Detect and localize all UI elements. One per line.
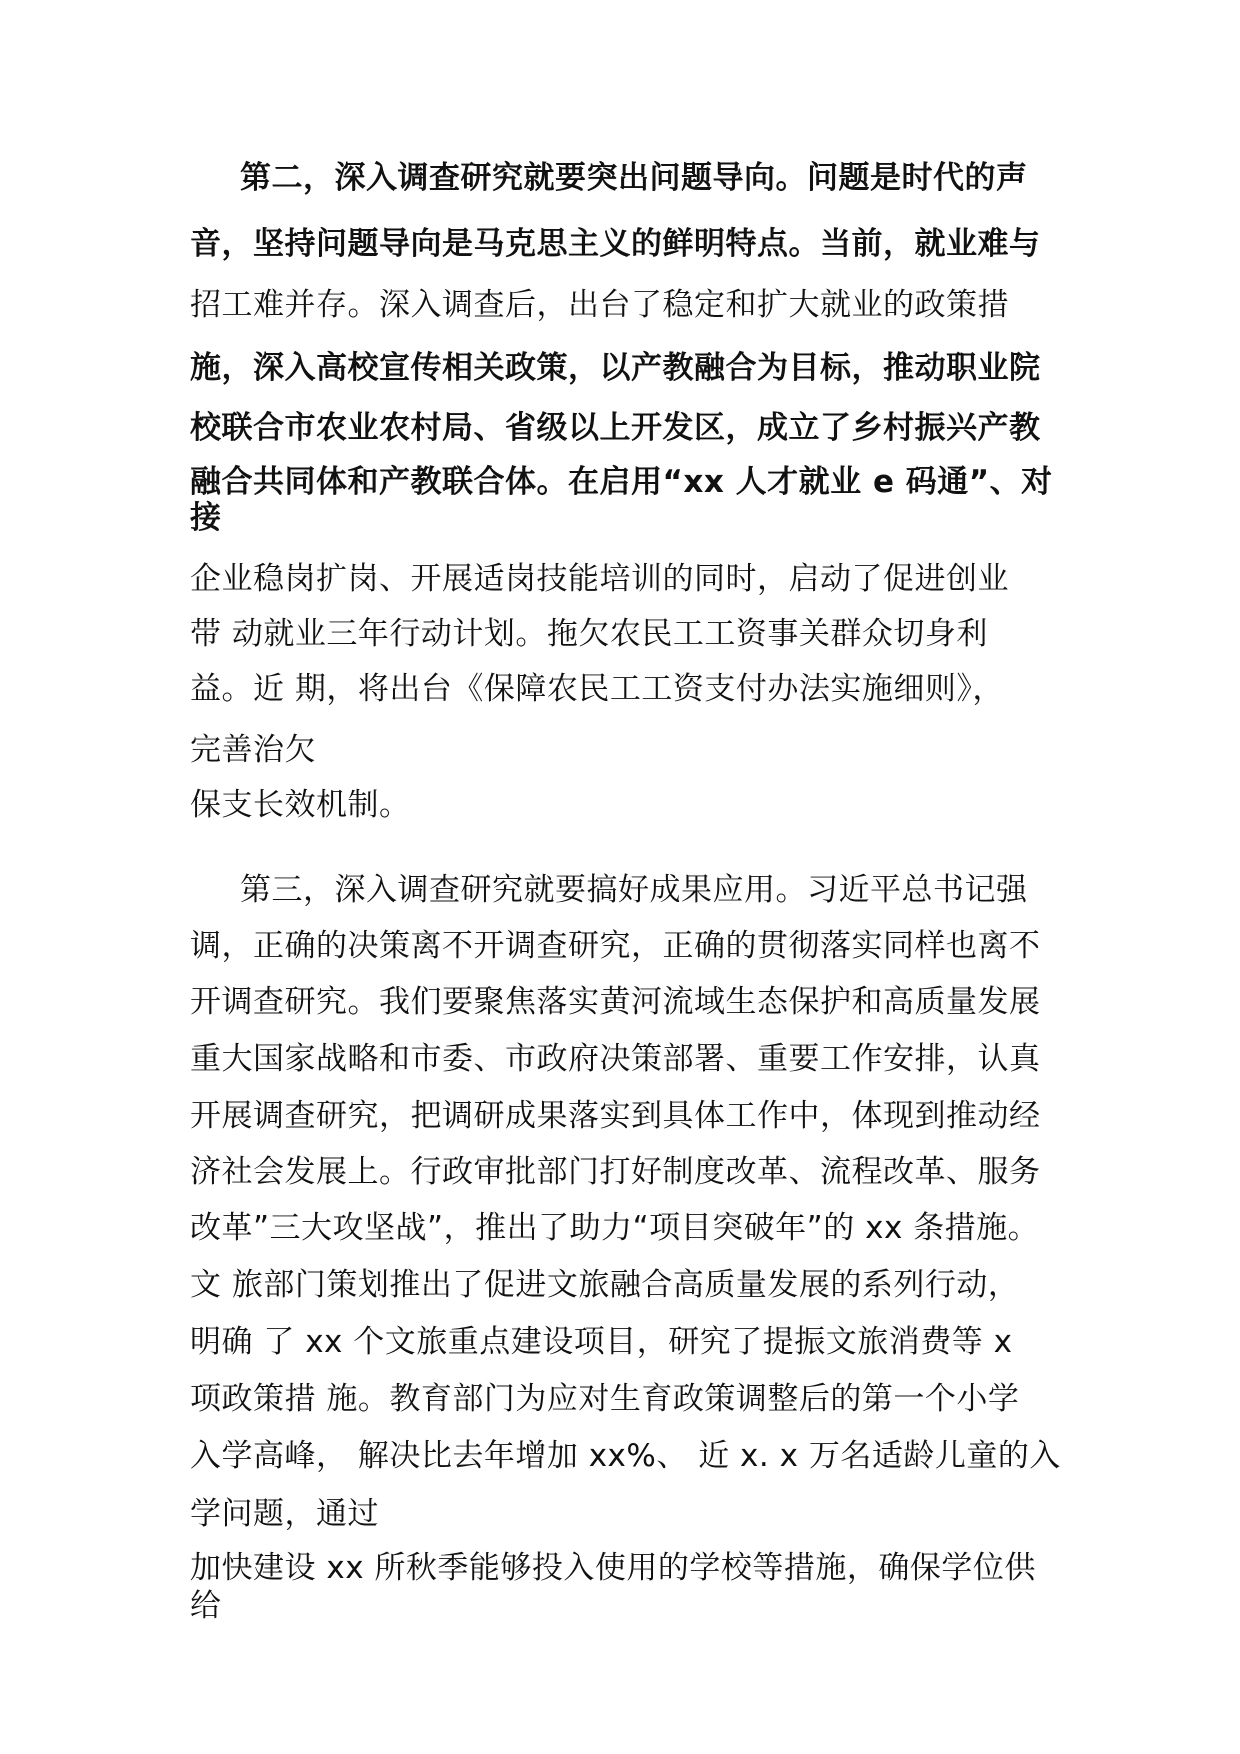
paragraph-2-line-3: 招工难并存。深入调查后，出台了稳定和扩大就业的政策措 [190,287,1009,323]
paragraph-2-line-6: 融合共同体和产教联合体。在启用“xx 人才就业 e 码通”、对 [190,464,1053,500]
paragraph-3-line-9: 明确 了 xx 个文旅重点建设项目，研究了提振文旅消费等 x [190,1324,1013,1360]
paragraph-3-line-3: 开调查研究。我们要聚焦落实黄河流域生态保护和高质量发展 [190,984,1041,1020]
paragraph-3-line-12: 学问题，通过 [190,1496,379,1532]
paragraph-3-line-1: 第三，深入调查研究就要搞好成果应用。习近平总书记强 [240,872,1028,908]
paragraph-2-line-8: 企业稳岗扩岗、开展适岗技能培训的同时，启动了促进创业 [190,561,1009,597]
paragraph-3-line-5: 开展调查研究，把调研成果落实到具体工作中，体现到推动经 [190,1098,1041,1134]
paragraph-2-line-10: 益。近 期，将出台《保障农民工工资支付办法实施细则》， [190,671,1004,707]
paragraph-2-line-2: 音，坚持问题导向是马克思主义的鲜明特点。当前，就业难与 [190,226,1041,262]
paragraph-3-line-10: 项政策措 施。教育部门为应对生育政策调整后的第一个小学 [190,1381,1020,1417]
paragraph-3-line-4: 重大国家战略和市委、市政府决策部署、重要工作安排，认真 [190,1041,1041,1077]
paragraph-2-line-11: 完善治欠 [190,732,316,768]
paragraph-3-line-8: 文 旅部门策划推出了促进文旅融合高质量发展的系列行动， [190,1267,1020,1303]
paragraph-2-line-12: 保支长效机制。 [190,787,411,823]
paragraph-3-line-7: 改革”三大攻坚战”，推出了助力“项目突破年”的 xx 条措施。 [190,1210,1040,1246]
paragraph-2-line-1: 第二，深入调查研究就要突出问题导向。问题是时代的声 [240,160,1028,196]
paragraph-3-line-6: 济社会发展上。行政审批部门打好制度改革、流程改革、服务 [190,1154,1041,1190]
paragraph-3-line-2: 调，正确的决策离不开调查研究，正确的贯彻落实同样也离不 [190,928,1041,964]
paragraph-2-line-7: 接 [190,500,222,536]
paragraph-3-line-14: 给 [190,1588,222,1624]
paragraph-2-line-4: 施，深入高校宣传相关政策，以产教融合为目标，推动职业院 [190,350,1041,386]
paragraph-2-line-5: 校联合市农业农村局、省级以上开发区，成立了乡村振兴产教 [190,410,1041,446]
paragraph-3-line-11: 入学高峰， 解决比去年增加 xx%、 近 x. x 万名适龄儿童的入 [190,1438,1061,1474]
paragraph-3-line-13: 加快建设 xx 所秋季能够投入使用的学校等措施，确保学位供 [190,1550,1036,1586]
paragraph-2-line-9: 带 动就业三年行动计划。拖欠农民工工资事关群众切身利 [190,616,988,652]
